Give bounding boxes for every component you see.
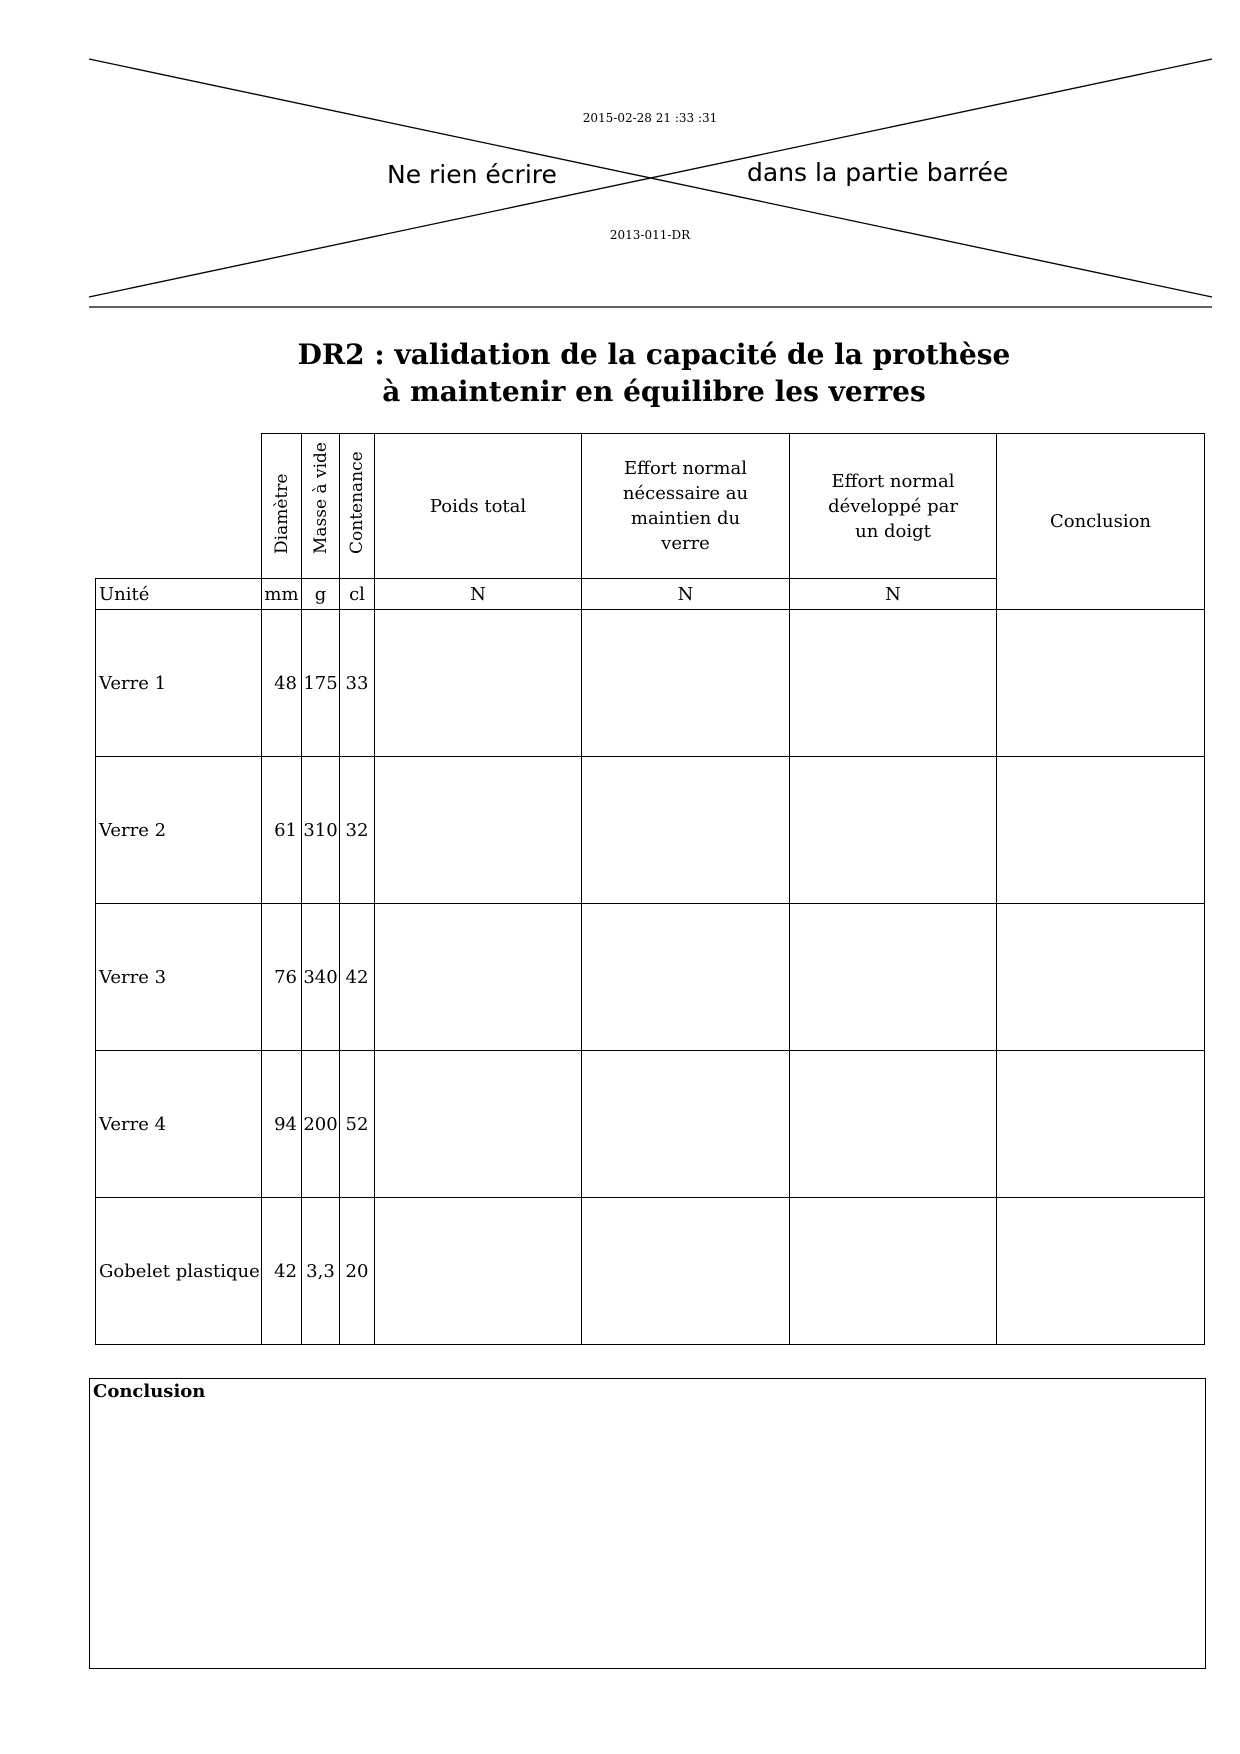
answer-cell-effort-necessaire[interactable] <box>582 757 790 904</box>
warning-right-text: dans la partie barrée <box>747 158 1009 187</box>
header-poids-label: Poids total <box>429 495 527 517</box>
unit-effort-necessaire: N <box>582 579 790 610</box>
document-code: 2013-011-DR <box>609 228 691 242</box>
warning-left-text: Ne rien écrire <box>387 160 557 189</box>
table-row <box>96 610 1205 757</box>
header-effort-necessaire <box>582 434 790 579</box>
answer-cell-effort-developpe[interactable] <box>790 904 997 1051</box>
row-name: Verre 4 <box>96 1051 262 1198</box>
answer-cell-conclusion[interactable] <box>997 1051 1205 1198</box>
answer-cell-poids[interactable] <box>375 1051 582 1198</box>
table-row <box>96 1051 1205 1198</box>
crossed-out-area <box>0 0 1240 320</box>
answer-cell-effort-necessaire[interactable] <box>582 904 790 1051</box>
answer-cell-effort-developpe[interactable] <box>790 610 997 757</box>
row-masse: 310 <box>302 757 340 904</box>
validation-table <box>95 433 1205 1345</box>
header-contenance <box>340 434 375 579</box>
header-conclusion <box>997 434 1205 610</box>
table-header-row <box>96 434 1205 579</box>
answer-cell-poids[interactable] <box>375 757 582 904</box>
row-contenance: 42 <box>340 904 375 1051</box>
conclusion-box[interactable] <box>89 1378 1206 1669</box>
row-diametre: 61 <box>262 757 302 904</box>
answer-cell-effort-developpe[interactable] <box>790 1198 997 1345</box>
header-effort-developpe-label: Effort normal développé par un doigt <box>828 470 958 542</box>
answer-cell-poids[interactable] <box>375 1198 582 1345</box>
answer-cell-conclusion[interactable] <box>997 757 1205 904</box>
table-row <box>96 757 1205 904</box>
row-diametre: 76 <box>262 904 302 1051</box>
header-diametre <box>262 434 302 579</box>
row-masse: 3,3 <box>302 1198 340 1345</box>
row-masse: 340 <box>302 904 340 1051</box>
page-title-line-2: à maintenir en équilibre les verres <box>382 375 926 408</box>
table-row <box>96 904 1205 1051</box>
header-effort-necessaire-label: Effort normal nécessaire au maintien du verre <box>622 458 749 554</box>
header-conclusion-label: Conclusion <box>1049 511 1152 532</box>
answer-cell-conclusion[interactable] <box>997 904 1205 1051</box>
row-contenance: 52 <box>340 1051 375 1198</box>
row-name: Verre 3 <box>96 904 262 1051</box>
answer-cell-conclusion[interactable] <box>997 1198 1205 1345</box>
row-contenance: 33 <box>340 610 375 757</box>
header-blank-cell <box>96 434 262 579</box>
header-masse <box>302 434 340 579</box>
answer-cell-conclusion[interactable] <box>997 610 1205 757</box>
unit-contenance: cl <box>340 579 375 610</box>
units-label: Unité <box>96 579 262 610</box>
header-poids <box>375 434 582 579</box>
row-diametre: 94 <box>262 1051 302 1198</box>
answer-cell-effort-developpe[interactable] <box>790 757 997 904</box>
row-name: Verre 1 <box>96 610 262 757</box>
answer-cell-poids[interactable] <box>375 610 582 757</box>
row-masse: 200 <box>302 1051 340 1198</box>
table-row <box>96 1198 1205 1345</box>
answer-cell-poids[interactable] <box>375 904 582 1051</box>
row-diametre: 48 <box>262 610 302 757</box>
header-diametre-label: Diamètre <box>271 473 292 554</box>
row-contenance: 32 <box>340 757 375 904</box>
unit-poids: N <box>375 579 582 610</box>
unit-effort-developpe: N <box>790 579 997 610</box>
unit-masse: g <box>302 579 340 610</box>
row-name: Gobelet plastique <box>96 1198 262 1345</box>
header-masse-label: Masse à vide <box>310 441 331 554</box>
page-title-line-1: DR2 : validation de la capacité de la prothèse <box>297 338 1011 371</box>
row-masse: 175 <box>302 610 340 757</box>
row-diametre: 42 <box>262 1198 302 1345</box>
answer-cell-effort-necessaire[interactable] <box>582 610 790 757</box>
answer-cell-effort-developpe[interactable] <box>790 1051 997 1198</box>
conclusion-label: Conclusion <box>93 1381 206 1402</box>
answer-cell-effort-necessaire[interactable] <box>582 1051 790 1198</box>
timestamp: 2015-02-28 21 :33 :31 <box>582 111 718 125</box>
header-effort-developpe <box>790 434 997 579</box>
page-title <box>89 336 1219 410</box>
row-contenance: 20 <box>340 1198 375 1345</box>
row-name: Verre 2 <box>96 757 262 904</box>
unit-diametre: mm <box>262 579 302 610</box>
answer-cell-effort-necessaire[interactable] <box>582 1198 790 1345</box>
header-contenance-label: Contenance <box>347 450 367 554</box>
